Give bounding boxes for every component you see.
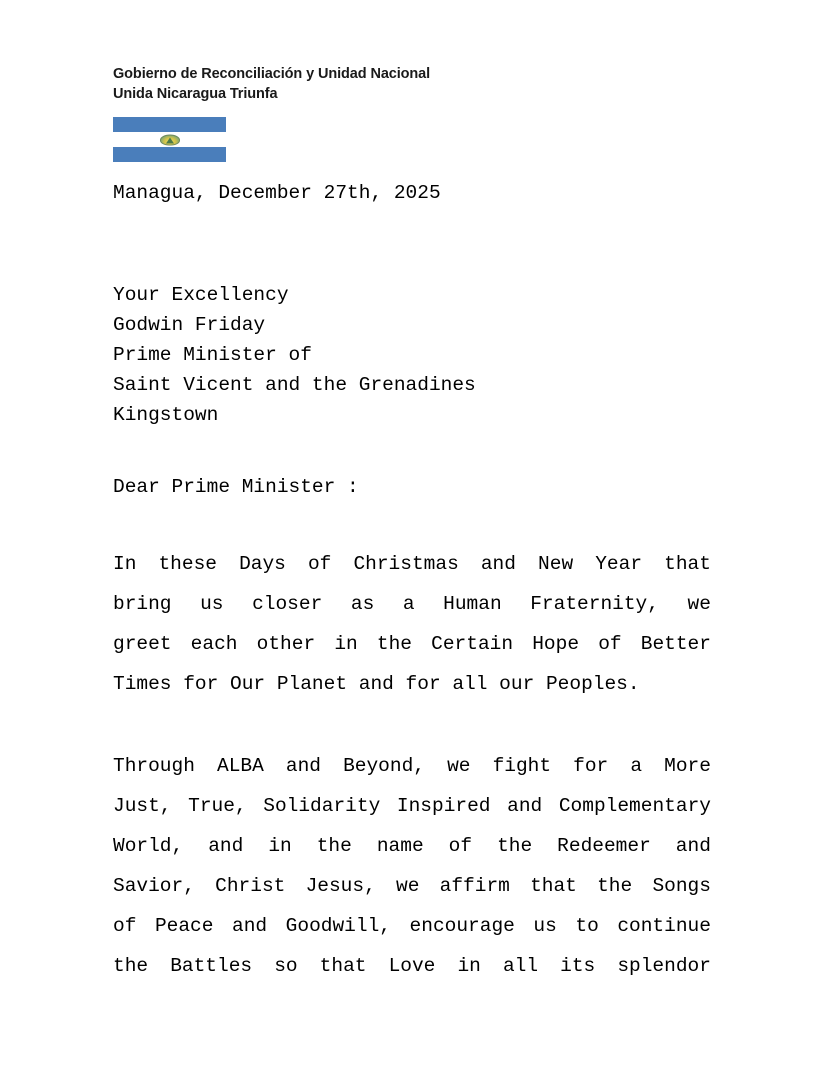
word: and (285, 755, 321, 777)
word: Songs (652, 875, 711, 897)
letterhead-line-1: Gobierno de Reconciliación y Unidad Nacional (113, 66, 431, 82)
letterhead-line-2: Unida Nicaragua Triunfa (113, 86, 278, 102)
word: New (538, 553, 574, 575)
word: these (158, 553, 217, 575)
word: its (560, 955, 596, 977)
flag-stripe-top (113, 117, 226, 132)
word: Just, (113, 795, 172, 817)
address-line: Prime Minister of (113, 344, 312, 366)
paragraph-2 (113, 746, 711, 986)
word: Fraternity, (530, 593, 659, 615)
word: Savior, (113, 875, 195, 897)
paragraph-line (113, 664, 711, 704)
word: all (502, 955, 539, 977)
flag-stripe-middle (113, 132, 226, 147)
word: for (573, 755, 609, 777)
word: the (316, 835, 352, 857)
spacer (113, 704, 713, 746)
word: Peace (154, 915, 214, 937)
word: greet (113, 633, 172, 655)
word: that (319, 955, 367, 977)
word: Hope (532, 633, 580, 655)
word: us (533, 915, 557, 937)
word: ALBA (217, 755, 264, 777)
word: Year (595, 553, 643, 575)
nicaragua-flag-icon (113, 117, 226, 162)
word: in (268, 835, 292, 857)
word: Christ (215, 875, 286, 897)
paragraph-line (113, 826, 711, 866)
word: other (256, 633, 316, 655)
word: in (457, 955, 481, 977)
salutation: Dear Prime Minister : (113, 476, 359, 498)
address-line: Godwin Friday (113, 314, 266, 336)
word: that (664, 553, 711, 575)
word: the (597, 875, 633, 897)
word: splendor (617, 955, 711, 977)
word: a (630, 755, 643, 777)
word: us (200, 593, 224, 615)
word: Through (113, 755, 195, 777)
word: True, (188, 795, 247, 817)
letter-body (113, 178, 713, 986)
word: the (497, 835, 533, 857)
word: each (190, 633, 238, 655)
word: Love (388, 955, 436, 977)
word: of (448, 835, 473, 857)
paragraph-line (113, 624, 711, 664)
word: we (447, 755, 471, 777)
word: Goodwill, (285, 915, 391, 937)
paragraph-1 (113, 544, 711, 704)
paragraph-line (113, 544, 711, 584)
address-line: Kingstown (113, 404, 219, 426)
paragraph-line (113, 946, 711, 986)
word: and (507, 795, 543, 817)
dateline: Managua, December 27th, 2025 (113, 182, 441, 204)
flag-emblem-icon (160, 134, 180, 145)
word: so (274, 955, 298, 977)
word: and (480, 553, 516, 575)
spacer (113, 250, 713, 280)
word: the (113, 955, 149, 977)
word: affirm (439, 875, 510, 897)
word: Inspired (396, 795, 491, 817)
word: Beyond, (343, 755, 425, 777)
paragraph-line (113, 584, 711, 624)
word: in (334, 633, 358, 655)
word: Certain (431, 633, 514, 655)
spacer (113, 208, 713, 250)
word: closer (252, 593, 323, 615)
word: of (113, 915, 137, 937)
recipient-address (113, 280, 713, 430)
word: Jesus, (305, 875, 376, 897)
spacer (113, 502, 713, 544)
word: a (402, 593, 415, 615)
word: we (396, 875, 420, 897)
word: that (530, 875, 577, 897)
paragraph-line (113, 906, 711, 946)
word: the (376, 633, 412, 655)
word: Redeemer (557, 835, 651, 857)
word: More (664, 755, 711, 777)
word: name (376, 835, 424, 857)
word: continue (617, 915, 711, 937)
word: to (575, 915, 599, 937)
word: World, (113, 835, 184, 857)
address-line: Saint Vicent and the Grenadines (113, 374, 476, 396)
word: Battles (170, 955, 253, 977)
word: and (208, 835, 244, 857)
word: and (232, 915, 268, 937)
word: Complementary (558, 795, 711, 817)
word: and (675, 835, 711, 857)
paragraph-line (113, 786, 711, 826)
word: encourage (409, 915, 515, 937)
word: Human (443, 593, 502, 615)
spacer (113, 430, 713, 472)
word: In (113, 553, 137, 575)
word: fight (492, 755, 552, 777)
word: of (598, 633, 622, 655)
word: Times for Our Planet and for all our Peoples. (113, 673, 640, 695)
word: Better (640, 633, 711, 655)
word: Christmas (353, 553, 459, 575)
paragraph-line (113, 866, 711, 906)
paragraph-line (113, 746, 711, 786)
word: Days (239, 553, 286, 575)
word: we (687, 593, 711, 615)
flag-stripe-bottom (113, 147, 226, 162)
letterhead (113, 64, 733, 104)
address-line: Your Excellency (113, 284, 289, 306)
word: as (350, 593, 375, 615)
word: bring (113, 593, 172, 615)
word: Solidarity (263, 795, 381, 817)
word: of (307, 553, 332, 575)
